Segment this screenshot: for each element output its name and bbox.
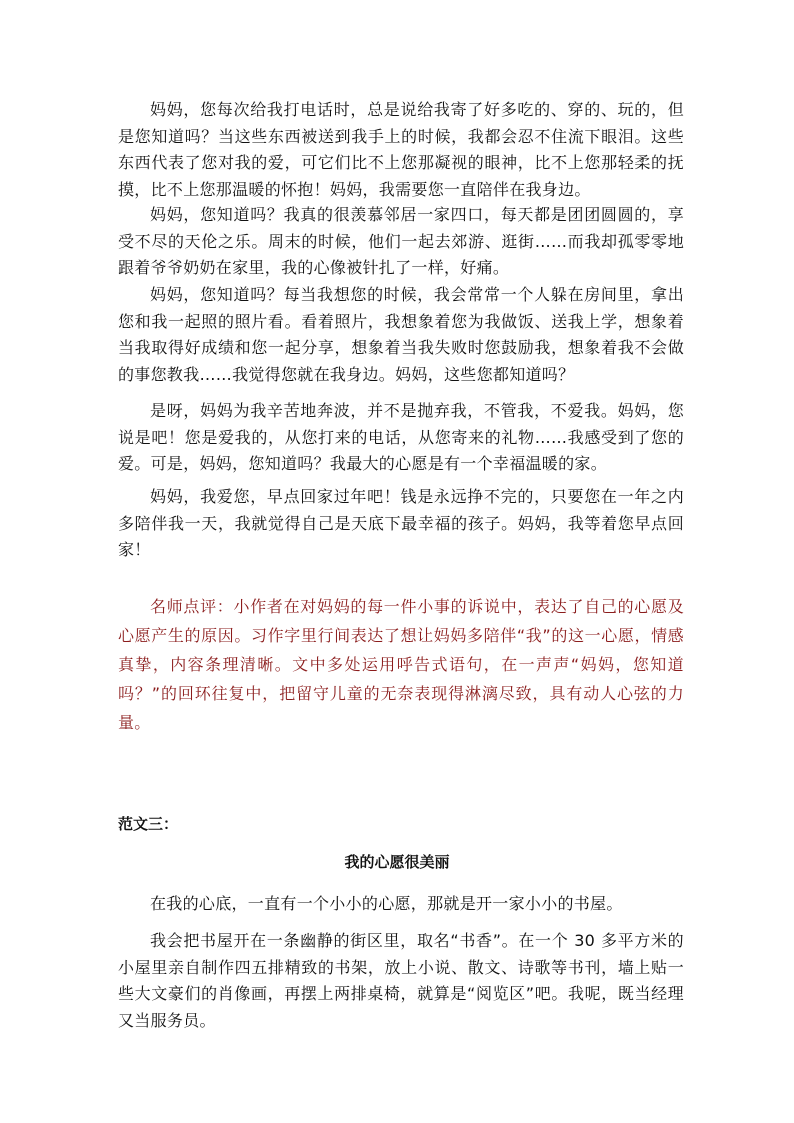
essay2-paragraph-1: 妈妈，您每次给我打电话时，总是说给我寄了好多吃的、穿的、玩的，但是您知道吗？当这些东西被送到我手上的时候，我都会忍不住流下眼泪。这些东西代表了您对我的爱，可它们比不上您那凝视的眼神，比不上您那轻柔的抚摸，比不上您那温暖的怀抱！妈妈，我需要您一直陪伴在我身边。 xyxy=(118,100,684,199)
section-label: 范文三： xyxy=(118,815,179,833)
essay-title: 我的心愿很美丽 xyxy=(344,853,450,871)
essay2-paragraph-2: 妈妈，您知道吗？我真的很羡慕邻居一家四口，每天都是团团圆圆的，享受不尽的天伦之乐。周末的时候，他们一起去郊游、逛街……而我却孤零零地跟着爷爷奶奶在家里，我的心像被针扎了一样，好痛。 xyxy=(118,205,684,277)
essay2-paragraph-3: 妈妈，您知道吗？每当我想您的时候，我会常常一个人躲在房间里，拿出您和我一起照的照片看。看着照片，我想象着您为我做饭、送我上学，想象着当我取得好成绩和您一起分享，想象着当我失败时您鼓励我，想象着我不会做的事您教我……我觉得您就在我身边。妈妈，这些您都知道吗？ xyxy=(118,285,684,384)
essay2-paragraph-4: 是呀，妈妈为我辛苦地奔波，并不是抛弃我，不管我，不爱我。妈妈，您说是吧！您是爱我的，从您打来的电话，从您寄来的礼物……我感受到了您的爱。可是，妈妈，您知道吗？我最大的心愿是有一个幸福温暖的家。 xyxy=(118,401,684,473)
essay3-paragraph-2: 我会把书屋开在一条幽静的街区里，取名“书香”。在一个 30 多平方米的小屋里亲自制作四五排精致的书架，放上小说、散文、诗歌等书刊，墙上贴一些大文豪们的肖像画，再摆上两排桌椅，就算是“阅览区”吧。我呢，既当经理又当服务员。 xyxy=(118,931,684,1030)
essay3-paragraph-1: 在我的心底，一直有一个小小的心愿，那就是开一家小小的书屋。 xyxy=(150,894,623,913)
teacher-comment: 名师点评：小作者在对妈妈的每一件小事的诉说中，表达了自己的心愿及心愿产生的原因。习作字里行间表达了想让妈妈多陪伴“我”的这一心愿，情感真挚，内容条理清晰。文中多处运用呼告式语句，在一声声“妈妈，您知道吗？”的回环往复中，把留守儿童的无奈表现得淋漓尽致，具有动人心弦的力量。 xyxy=(118,597,684,732)
essay2-paragraph-5: 妈妈，我爱您，早点回家过年吧！钱是永远挣不完的，只要您在一年之内多陪伴我一天，我就觉得自己是天底下最幸福的孩子。妈妈，我等着您早点回家！ xyxy=(118,487,684,559)
